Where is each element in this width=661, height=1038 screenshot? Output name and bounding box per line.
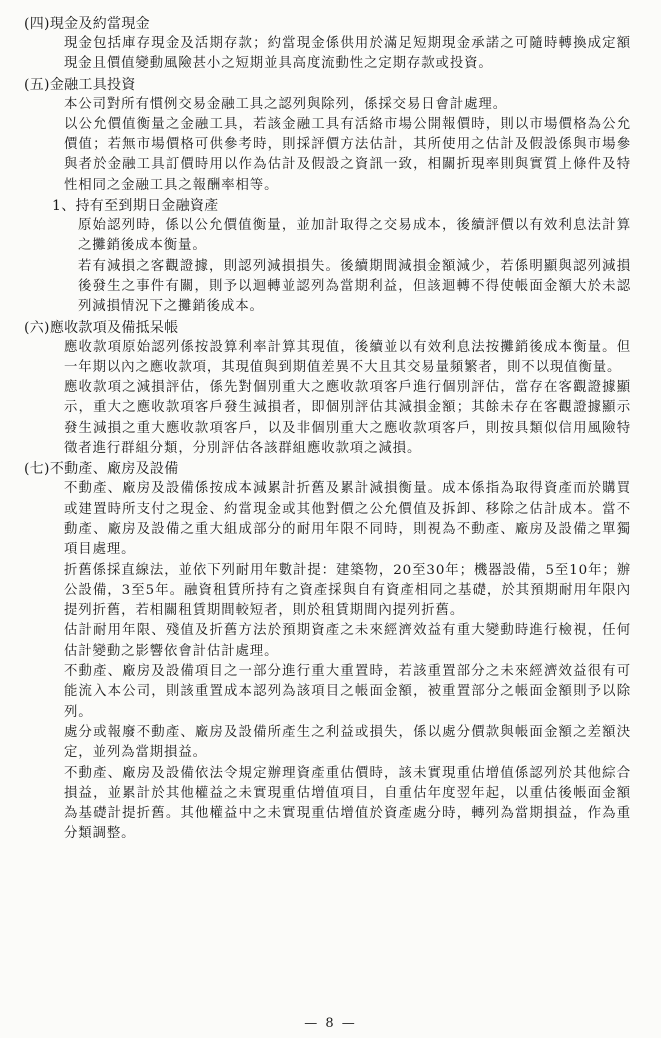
page-number: — 8 —: [304, 1016, 357, 1031]
section-paragraph: 不動產、廠房及設備係按成本減累計折舊及累計減損衡量。成本係指為取得資產而於購買或建置時所支付之現金、約當現金或其他對價之公允價值及拆卸、移除之估計成本。當不動產、廠房及設備之重大組成部分的耐用年限不同時，則視為不動產、廠房及設備之單獨項目處理。: [64, 481, 631, 558]
section-paragraph: 處分或報廢不動產、廠房及設備所產生之利益或損失，係以處分價款與帳面金額之差額決定，並列為當期損益。: [64, 724, 631, 761]
section-heading-financial-instruments: (五)金融工具投資: [24, 76, 136, 93]
subsection-heading-held-to-maturity: 1、持有至到期日金融資產: [52, 198, 219, 215]
subsection-paragraph: 原始認列時，係以公允價值衡量，並加計取得之交易成本，後續評價以有效利息法計算之攤銷後成本衡量。: [78, 218, 631, 254]
section-paragraph: 應收款項之減損評估，係先對個別重大之應收款項客戶進行個別評估，當存在客觀證據顯示，重大之應收款項客戶發生減損者，即個別評估其減損金額；其餘未存在客觀證據顯示發生減損之重大應收款項客戶，以及非個別重大之應收款項客戶，則按具類似信用風險特徵者進行群組分類，分別評估各該群組應收款項之減損。: [64, 380, 631, 457]
section-paragraph: 估計耐用年限、殘值及折舊方法於預期資產之未來經濟效益有重大變動時進行檢視，任何估計變動之影響依會計估計處理。: [64, 623, 631, 659]
section-paragraph: 不動產、廠房及設備依法令規定辦理資產重估價時，該未實現重估增值係認列於其他綜合損益，並累計於其他權益之未實現重估增值項目，自重估年度翌年起，以重估後帳面金額為基礎計提折舊。其他權益中之未實現重估增值於資產處分時，轉列為當期損益，作為重分類調整。: [64, 765, 631, 842]
section-paragraph: 應收款項原始認列係按設算利率計算其現值，後續並以有效利息法按攤銷後成本衡量。但一年期以內之應收款項，其現值與到期值差異不大且其交易量頻繁者，則不以現值衡量。: [64, 339, 631, 375]
section-heading-cash: (四)現金及約當現金: [24, 16, 150, 32]
section-heading-property-plant-equipment: (七)不動產、廠房及設備: [24, 461, 179, 478]
section-paragraph: 以公允價值衡量之金融工具，若該金融工具有活絡市場公開報價時，則以市場價格為公允價值；若無市場價格可供參考時，則採評價方法估計，其所使用之估計及假設係與市場參與者於金融工具訂價時用以作為估計及假設之資訊一致，相關折現率則與實質上條件及特性相同之金融工具之報酬率相等。: [64, 116, 631, 193]
subsection-paragraph: 若有減損之客觀證據，則認列減損損失。後續期間減損金額減少，若係明顯與認列減損後發生之事件有關，則予以迴轉並認列為當期利益，但該迴轉不得使帳面金額大於未認列減損情況下之攤銷後成本。: [78, 258, 631, 315]
section-paragraph: 不動產、廠房及設備項目之一部分進行重大重置時，若該重置部分之未來經濟效益很有可能流入本公司，則該重置成本認列為該項目之帳面金額，被重置部分之帳面金額則予以除列。: [64, 664, 631, 720]
section-paragraph: 本公司對所有慣例交易金融工具之認列與除列，係採交易日會計處理。: [64, 96, 508, 112]
section-heading-receivables: (六)應收款項及備抵呆帳: [24, 319, 179, 336]
section-paragraph: 折舊係採直線法，並依下列耐用年數計提：建築物，20至30年；機器設備，5至10年；辦公設備，3至5年。融資租賃所持有之資產採與自有資產相同之基礎，於其預期耐用年限內提列折舊，若相關租賃期間較短者，則於租賃期間內提列折舊。: [64, 562, 631, 619]
section-paragraph: 現金包括庫存現金及活期存款；約當現金係供用於滿足短期現金承諾之可隨時轉換成定額現金且價值變動風險甚小之短期並具高度流動性之定期存款或投資。: [64, 36, 631, 72]
